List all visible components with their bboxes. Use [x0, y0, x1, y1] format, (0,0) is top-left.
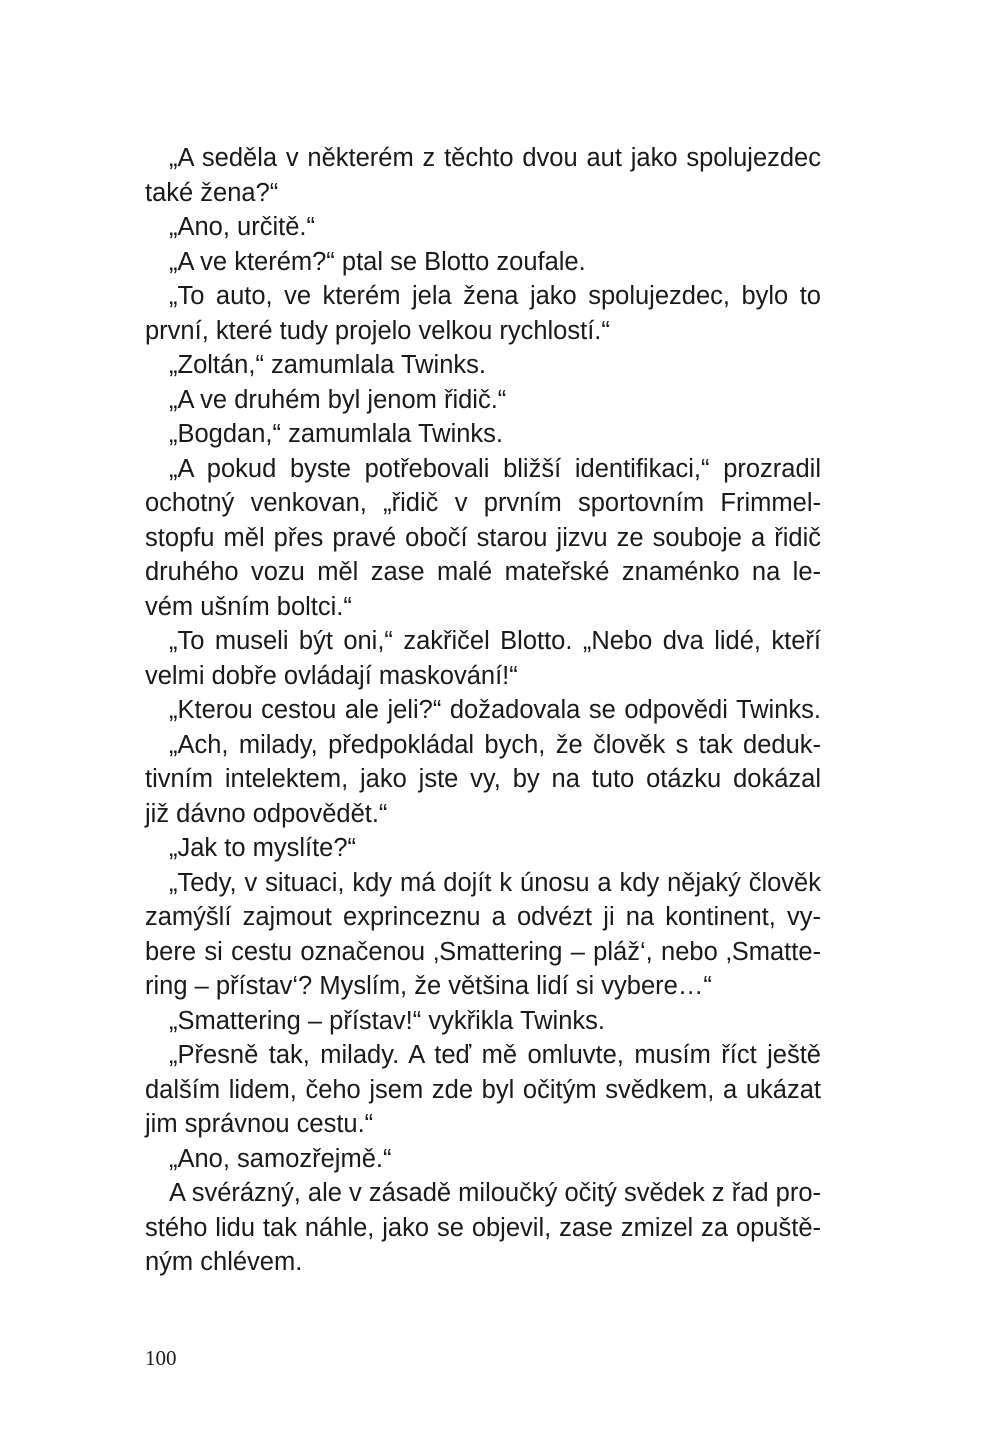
text-line: „Ach, milady, předpokládal bych, že člověk s tak deduk-: [169, 730, 821, 759]
text-line: „Přesně tak, milady. A teď mě omluvte, musím říct ještě: [169, 1041, 821, 1069]
body-text: [145, 141, 821, 1280]
text-line: „To auto, ve kterém jela žena jako spolujezdec, bylo to: [169, 282, 821, 310]
text-line: „Ano, samozřejmě.“: [169, 1144, 392, 1173]
text-line: „A ve druhém byl jenom řidič.“: [169, 385, 507, 414]
text-line: „To museli být oni,“ zakřičel Blotto. „Nebo dva lidé, kteří: [169, 627, 821, 655]
text-line: ring – přístav‘? Myslím, že většina lidí si vybere…“: [145, 972, 712, 1000]
text-line: „A pokud byste potřebovali bližší identifikaci,“ prozradil: [169, 454, 821, 483]
text-line: dalším lidem, čeho jsem zde byl očitým svědkem, a ukázat: [145, 1075, 821, 1104]
text-line: druhého vozu měl zase malé mateřské znaménko na le-: [145, 558, 821, 586]
text-line: první, které tudy projelo velkou rychlostí.“: [145, 316, 610, 345]
text-line: zamýšlí zajmout exprinceznu a odvézt ji na kontinent, vy-: [145, 903, 821, 931]
page-number: 100: [145, 1346, 177, 1370]
text-line: ným chlévem.: [145, 1248, 303, 1276]
text-line: „Ano, určitě.“: [169, 213, 315, 241]
text-line: „Kterou cestou ale jeli?“ dožadovala se odpovědi Twinks.: [169, 696, 821, 724]
text-line: stého lidu tak náhle, jako se objevil, zase zmizel za opuště-: [145, 1213, 821, 1242]
text-line: jim správnou cestu.“: [145, 1110, 374, 1138]
text-line: velmi dobře ovládají maskování!“: [145, 661, 518, 690]
text-line: ochotný venkovan, „řidič v prvním sportovním Frimmel-: [145, 489, 821, 517]
text-line: stopfu měl přes pravé obočí starou jizvu ze souboje a řidič: [145, 523, 821, 552]
text-line: tivním intelektem, jako jste vy, by na tuto otázku dokázal: [145, 765, 821, 793]
text-line: již dávno odpovědět.“: [145, 799, 388, 828]
text-line: A svérázný, ale v zásadě miloučký očitý svědek z řad pro-: [169, 1179, 821, 1207]
text-line: „Zoltán,“ zamumlala Twinks.: [169, 351, 486, 379]
text-line: vém ušním boltci.“: [145, 592, 352, 621]
text-line: „A seděla v některém z těchto dvou aut jako spolujezdec: [169, 144, 821, 172]
text-line: „Bogdan,“ zamumlala Twinks.: [169, 420, 504, 448]
text-line: také žena?“: [145, 178, 279, 207]
text-line: „Smattering – přístav!“ vykřikla Twinks.: [169, 1006, 605, 1035]
text-line: „Jak to myslíte?“: [169, 834, 357, 862]
text-line: „Tedy, v situaci, kdy má dojít k únosu a kdy nějaký člověk: [169, 868, 821, 897]
text-line: „A ve kterém?“ ptal se Blotto zoufale.: [169, 247, 586, 276]
text-line: bere si cestu označenou ‚Smattering – pláž‘, nebo ‚Smatte-: [145, 937, 821, 966]
